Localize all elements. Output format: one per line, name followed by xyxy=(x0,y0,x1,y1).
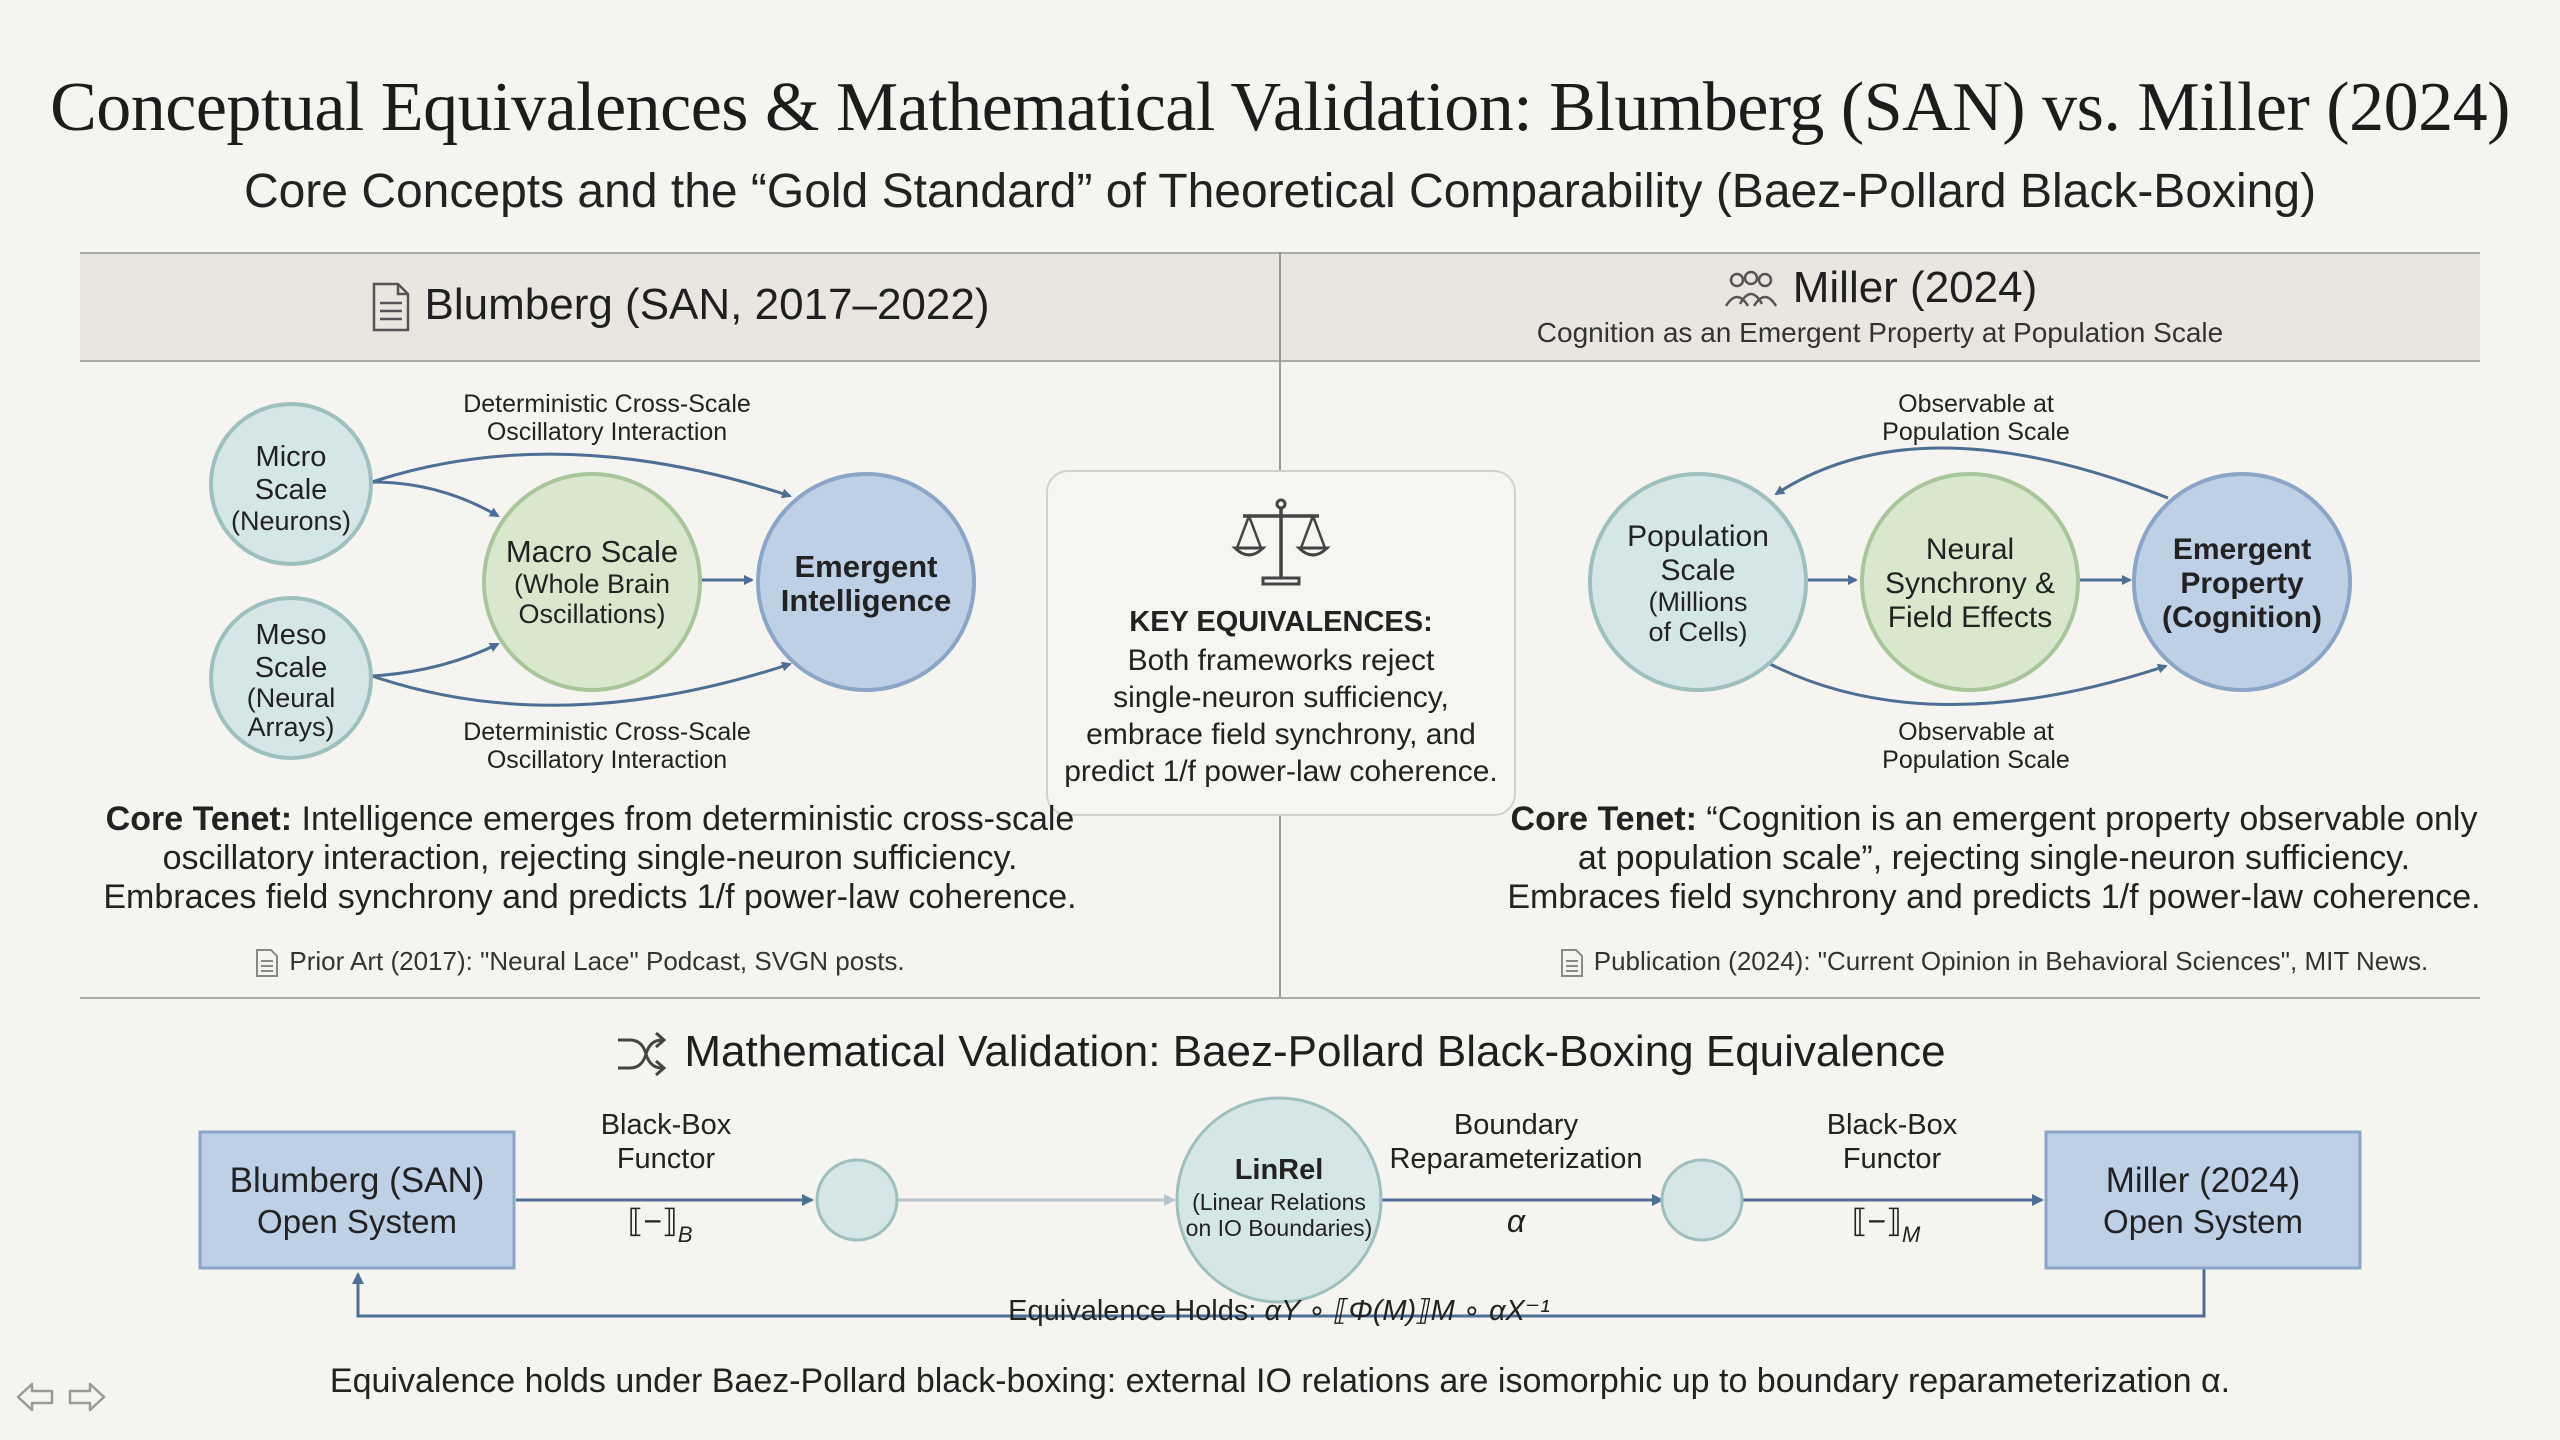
key-equivalences-box xyxy=(1046,470,1516,816)
micro-line-2: Scale xyxy=(254,474,328,506)
left-tenet-label: Core Tenet: xyxy=(105,800,293,838)
right-header-text: Miller (2024) xyxy=(1792,263,2038,312)
node-micro-scale xyxy=(211,404,371,564)
micro-line-3: (Neurons) xyxy=(230,506,352,536)
right-tenet-line: “Cognition is an emergent property observable only xyxy=(1706,800,2478,838)
emergent-line-2: Intelligence xyxy=(780,583,952,618)
meso-line-4: Arrays) xyxy=(247,712,335,742)
intermediate-node-left xyxy=(817,1160,897,1240)
micro-line-1: Micro xyxy=(255,441,327,473)
right-bottom-label-2: Population Scale xyxy=(1882,746,2070,774)
linrel-node xyxy=(1177,1098,1381,1302)
intermediate-node-right xyxy=(1662,1160,1742,1240)
page-subtitle: Core Concepts and the “Gold Standard” of Theoretical Comparability (Baez-Pollard Black-Boxing) xyxy=(243,165,2317,218)
key-equivalences-body xyxy=(1048,642,1514,790)
equivalence-formula: Equivalence Holds: αY ∘ ⟦Φ(M)⟧M ∘ αX⁻¹ xyxy=(1008,1295,1550,1327)
miller-open-system-box xyxy=(2046,1132,2360,1268)
right-top-label-2: Population Scale xyxy=(1882,418,2070,446)
meso-line-2: Scale xyxy=(254,652,328,684)
slide-navigation xyxy=(16,1380,106,1419)
functor-m-label-1: Black-Box xyxy=(1826,1109,1958,1141)
key-equivalences-title: KEY EQUIVALENCES: xyxy=(1129,606,1433,638)
right-bottom-label-1: Observable at xyxy=(1898,718,2054,746)
population-line-3: (Millions xyxy=(1648,587,1748,617)
meso-line-1: Meso xyxy=(255,619,327,651)
population-line-2: Scale xyxy=(1660,554,1736,587)
left-bottom-label-2: Oscillatory Interaction xyxy=(486,746,728,774)
emergent-line-1: Emergent xyxy=(794,549,938,584)
blumberg-box-line-2: Open System xyxy=(257,1203,457,1240)
synchrony-line-1: Neural xyxy=(1925,533,2015,566)
scales-icon xyxy=(1231,494,1331,590)
document-icon xyxy=(1560,948,1584,978)
functor-m-symbol: $⟦-⟧_M$ xyxy=(1851,1203,1921,1247)
left-tenet-line: Intelligence emerges from deterministic cross-scale xyxy=(301,800,1075,838)
node-population-scale xyxy=(1590,474,1806,690)
black-boxing-diagram xyxy=(0,1090,2560,1350)
node-macro-scale xyxy=(484,474,700,690)
left-tenet-line: oscillatory interaction, rejecting single-neuron sufficiency. xyxy=(162,839,1018,877)
left-tenet-line: Embraces field synchrony and predicts 1/f power-law coherence. xyxy=(103,878,1077,916)
linrel-line-3: on IO Boundaries) xyxy=(1185,1215,1373,1241)
functor-b-label-1: Black-Box xyxy=(600,1109,732,1141)
right-top-label-1: Observable at xyxy=(1898,390,2054,418)
document-icon xyxy=(255,948,279,978)
cognition-line-3: (Cognition) xyxy=(2162,601,2322,634)
miller-box-line-2: Open System xyxy=(2103,1203,2303,1240)
synchrony-line-2: Synchrony & xyxy=(1884,567,2056,600)
left-core-tenet xyxy=(90,800,1090,917)
right-tenet-label: Core Tenet: xyxy=(1510,800,1697,838)
footer-caption: Equivalence holds under Baez-Pollard black-boxing: external IO relations are isomorphic up to boundary reparameterization α. xyxy=(329,1362,2231,1400)
math-title-text: Mathematical Validation: Baez-Pollard Black-Boxing Equivalence xyxy=(684,1027,1946,1076)
left-bottom-label-1: Deterministic Cross-Scale xyxy=(463,718,751,746)
right-core-tenet xyxy=(1494,800,2494,917)
boundary-symbol: α xyxy=(1506,1203,1526,1239)
population-line-1: Population xyxy=(1627,520,1769,553)
key-line: Both frameworks reject xyxy=(1127,644,1435,677)
page-title: Conceptual Equivalences & Mathematical Validation: Blumberg (SAN) vs. Miller (2024) xyxy=(50,69,2510,146)
section-divider xyxy=(80,997,2480,999)
next-arrow-icon[interactable] xyxy=(66,1380,106,1414)
right-header-subtitle: Cognition as an Emergent Property at Population Scale xyxy=(1536,317,2224,348)
functor-b-symbol: $⟦-⟧_B$ xyxy=(627,1203,693,1247)
math-section-title xyxy=(0,1027,2560,1080)
right-citation xyxy=(1444,946,2544,978)
boundary-label-2: Reparameterization xyxy=(1389,1143,1643,1175)
key-line: predict 1/f power-law coherence. xyxy=(1064,755,1498,788)
macro-line-3: Oscillations) xyxy=(518,599,666,629)
cognition-line-1: Emergent xyxy=(2172,533,2312,566)
macro-line-2: (Whole Brain xyxy=(513,569,671,599)
right-citation-text: Publication (2024): "Current Opinion in Behavioral Sciences", MIT News. xyxy=(1593,946,2429,976)
key-line: single-neuron sufficiency, xyxy=(1113,681,1449,714)
previous-arrow-icon[interactable] xyxy=(16,1380,56,1414)
left-citation xyxy=(30,946,1130,978)
linrel-line-1: LinRel xyxy=(1234,1154,1324,1186)
right-tenet-line: Embraces field synchrony and predicts 1/f power-law coherence. xyxy=(1507,878,2481,916)
left-citation-text: Prior Art (2017): "Neural Lace" Podcast, SVGN posts. xyxy=(289,946,905,976)
arrow-meso-to-macro xyxy=(372,644,498,676)
left-top-label-1: Deterministic Cross-Scale xyxy=(463,390,751,418)
blumberg-box-line-1: Blumberg (SAN) xyxy=(229,1161,485,1200)
shuffle-icon xyxy=(614,1028,670,1080)
node-neural-synchrony xyxy=(1862,474,2078,690)
functor-b-label-2: Functor xyxy=(616,1143,716,1175)
node-emergent-intelligence xyxy=(758,474,974,690)
right-tenet-line: at population scale”, rejecting single-neuron sufficiency. xyxy=(1577,839,2411,877)
linrel-line-2: (Linear Relations xyxy=(1192,1189,1366,1215)
node-emergent-cognition xyxy=(2134,474,2350,690)
blumberg-open-system-box xyxy=(200,1132,514,1268)
population-line-4: of Cells) xyxy=(1648,617,1748,647)
meso-line-3: (Neural xyxy=(246,683,336,713)
macro-line-1: Macro Scale xyxy=(505,534,679,569)
key-line: embrace field synchrony, and xyxy=(1086,718,1476,751)
left-top-label-2: Oscillatory Interaction xyxy=(486,418,728,446)
miller-box-line-1: Miller (2024) xyxy=(2105,1161,2301,1200)
cognition-line-2: Property xyxy=(2180,567,2304,600)
arrow-micro-to-macro xyxy=(372,482,498,516)
node-meso-scale xyxy=(211,598,371,758)
synchrony-line-3: Field Effects xyxy=(1887,601,2053,634)
boundary-label-1: Boundary xyxy=(1453,1109,1579,1141)
left-header-text: Blumberg (SAN, 2017–2022) xyxy=(424,280,990,329)
functor-m-label-2: Functor xyxy=(1842,1143,1942,1175)
